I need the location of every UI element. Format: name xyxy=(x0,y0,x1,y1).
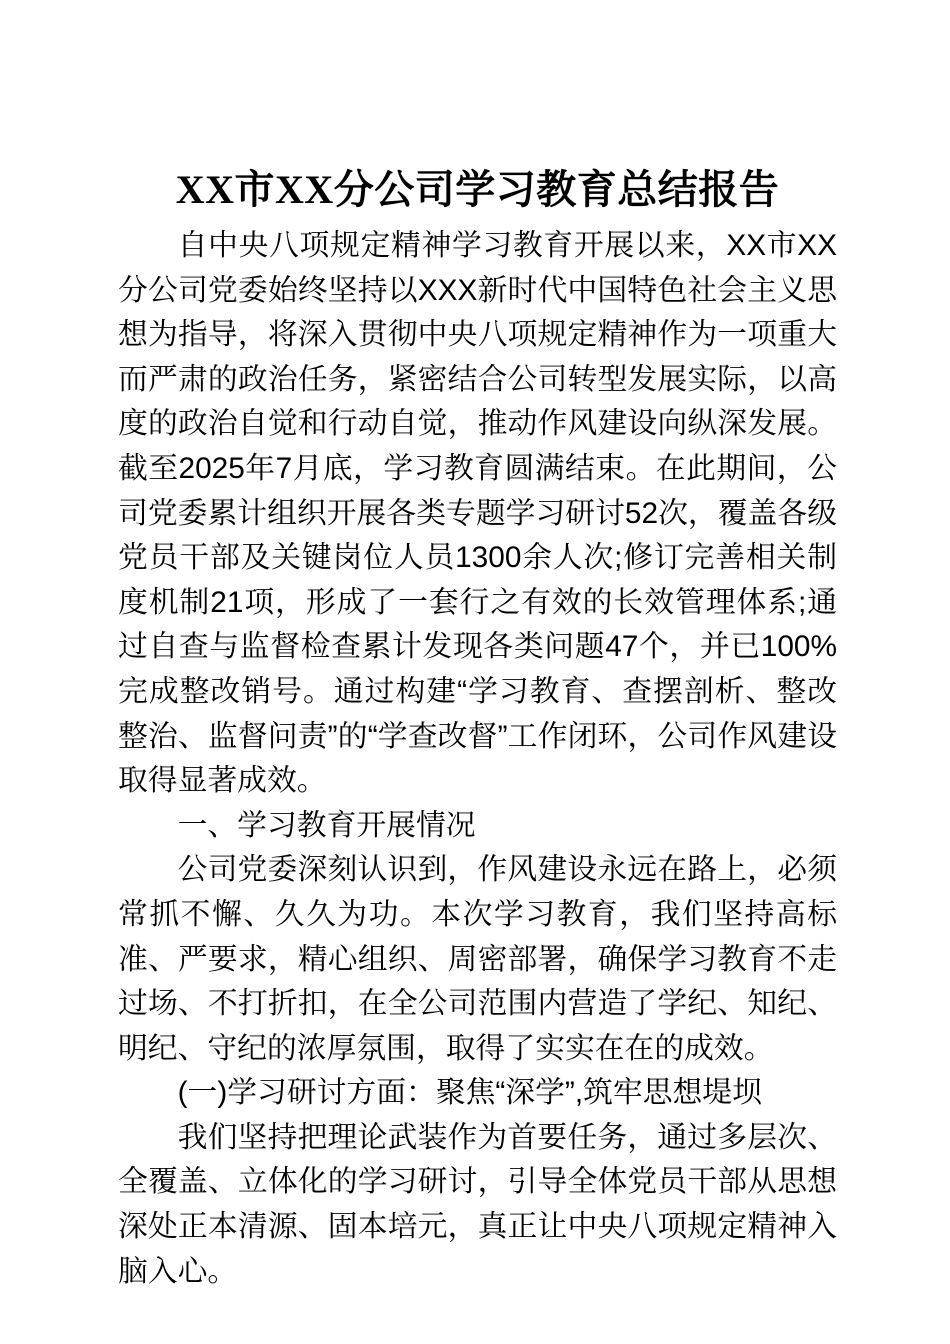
section-heading-1: 一、学习教育开展情况 xyxy=(177,808,476,842)
document-title: XX市XX分公司学习教育总结报告 xyxy=(175,167,780,212)
body-paragraph: 我们坚持把理论武装作为首要任务，通过多层次、全覆盖、立体化的学习研讨，引导全体党员干部从思想深处正本清源、固本培元，真正让中央八项规定精神入脑入心。 xyxy=(118,1120,837,1288)
body-paragraph: 公司党委深刻认识到，作风建设永远在路上，必须常抓不懈、久久为功。本次学习教育，我们坚持高标准、严要求，精心组织、周密部署，确保学习教育不走过场、不打折扣，在全公司范围内营造了学纪、知纪、明纪、守纪的浓厚氛围，取得了实实在在的成效。 xyxy=(118,853,837,1065)
sub-section-heading-1-1: (一)学习研讨方面：聚焦“深学”,筑牢思想堤坝 xyxy=(177,1076,762,1110)
intro-paragraph: 自中央八项规定精神学习教育开展以来，XX市XX分公司党委始终坚持以XXX新时代中国特色社会主义思想为指导，将深入贯彻中央八项规定精神作为一项重大而严肃的政治任务，紧密结合公司转型发展实际，以高度的政治自觉和行动自觉，推动作风建设向纵深发展。截至2025年7月底，学习教育圆满结束。在此期间，公司党委累计组织开展各类专题学习研讨52次，覆盖各级党员干部及关键岗位人员1300余人次;修订完善相关制度机制21项，形成了一套行之有效的长效管理体系;通过自查与监督检查累计发现各类问题47个，并已100%完成整改销号。通过构建“学习教育、查摆剖析、整改整治、监督问责”的“学查改督”工作闭环，公司作风建设取得显著成效。 xyxy=(118,229,837,798)
